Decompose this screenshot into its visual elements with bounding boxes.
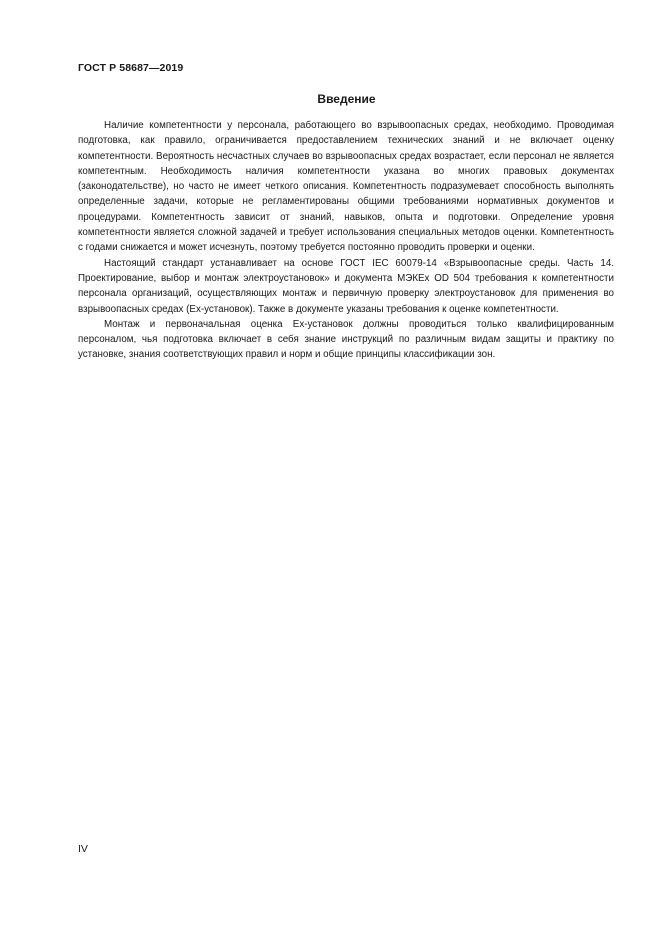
paragraph-standard-scope: Настоящий стандарт устанавливает на основе ГОСТ IEC 60079-14 «Взрывоопасные среды. Часть 14. Проектирование, выбор и монтаж электроустановок» и документа МЭКЕх OD 504 требования к компетентности персонала организаций, осуществляющих монтаж и первичную проверку электроустановок для применения во взрывоопасных средах (Ех-установок). Также в документе указаны требования к оценке компетентности. [78,257,614,315]
document-code-header: ГОСТ Р 58687—2019 [78,62,184,74]
page-number: IV [78,843,88,855]
introduction-body [78,118,614,363]
paragraph-competence-necessity: Наличие компетентности у персонала, работающего во взрывоопасных средах, необходимо. Проводимая подготовка, как правило, ограничивается предоставлением технических знаний и не включает оценку компетентности. Вероятность несчастных случаев во взрывоопасных средах возрастает, если персонал не является компетентным. Необходимость наличия компетентности указана во многих правовых документах (законодательстве), но часто не имеет четкого описания. Компетентность подразумевает способность выполнять определенные задачи, которые не регламентированы общими требованиями нормативных документов и процедурами. Компетентность зависит от знаний, навыков, опыта и подготовки. Определение уровня компетентности является сложной задачей и требует использования специальных методов оценки. Компетентность с годами снижается и может исчезнуть, поэтому требуется постоянно проводить проверки и оценки. [78,120,614,254]
section-title: Введение [317,92,376,106]
paragraph-installation-qualification: Монтаж и первоначальная оценка Ех-установок должны проводиться только квалифицированным персоналом, чья подготовка включает в себя знание инструкций по различным видам защиты и практику по установке, знания соответствующих правил и норм и общие принципы классификации зон. [78,318,614,361]
